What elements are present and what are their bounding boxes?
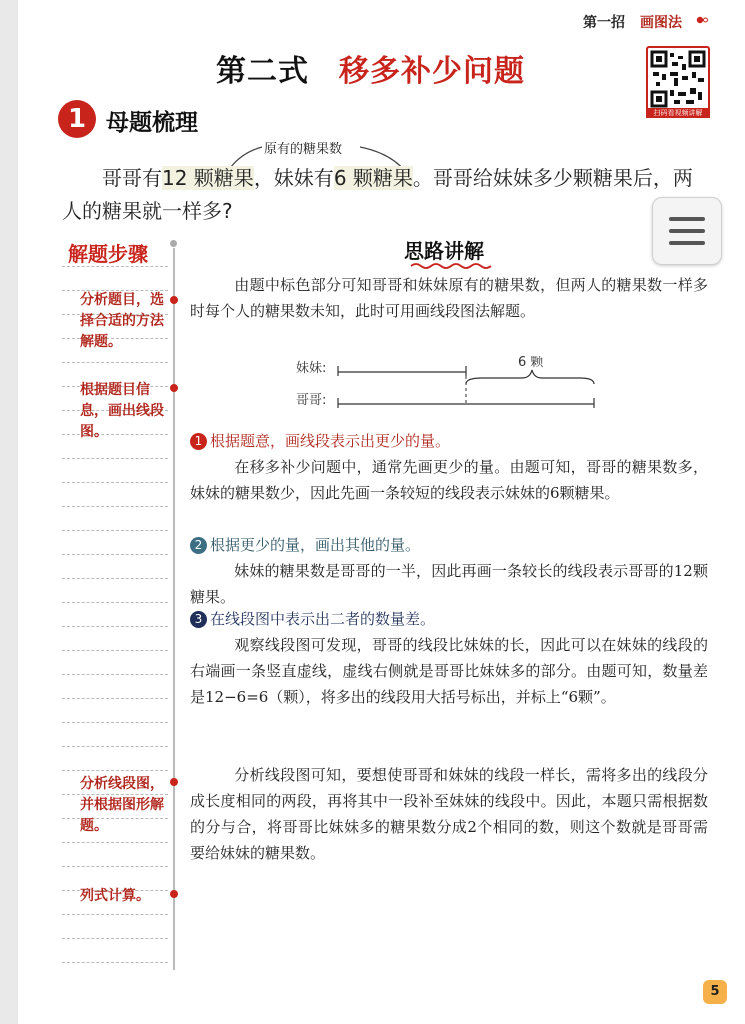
- dashed-rule: [62, 722, 168, 723]
- steps-heading: 解题步骤: [68, 242, 148, 266]
- dashed-rule: [62, 962, 168, 963]
- step-3: 分析线段图，并根据图形解题。: [80, 776, 164, 834]
- dashed-rule: [62, 650, 168, 651]
- dashed-rule: [62, 554, 168, 555]
- dashed-rule: [62, 770, 168, 771]
- dashed-rule: [62, 674, 168, 675]
- menu-bar-icon: [669, 229, 705, 233]
- dashed-rule: [62, 914, 168, 915]
- dashed-rule: [62, 866, 168, 867]
- step-marker: [170, 296, 178, 304]
- chapter-label: 第一招: [583, 15, 625, 31]
- step-2: 根据题目信息，画出线段图。: [80, 382, 164, 440]
- difference-brace: [466, 370, 594, 384]
- menu-button[interactable]: [652, 197, 722, 265]
- step2-body: 妹妹的糖果数是哥哥的一半，因此再画一条较长的线段表示哥哥的12颗糖果。: [190, 562, 708, 606]
- problem-text: 哥哥有12 颗糖果，妹妹有6 颗糖果。哥哥给妹妹多少颗糖果后，两人的糖果就一样多?: [62, 166, 693, 223]
- step1-body: 在移多补少问题中，通常先画更少的量。由题可知，哥哥的糖果数多，妹妹的糖果数少，因此先画一条较短的线段表示妹妹的6颗糖果。: [190, 458, 708, 502]
- step-1: 分析题目，选择合适的方法解题。: [80, 292, 164, 350]
- menu-bar-icon: [669, 241, 705, 245]
- dashed-rule: [62, 746, 168, 747]
- qr-code-icon[interactable]: [646, 46, 710, 112]
- dashed-rule: [62, 698, 168, 699]
- dashed-rule: [62, 530, 168, 531]
- label-brother: 哥哥:: [296, 393, 327, 408]
- line-segment-diagram: [292, 356, 612, 416]
- problem-annotation: 原有的糖果数: [264, 142, 343, 157]
- dashed-rule: [62, 578, 168, 579]
- dashed-rule: [62, 842, 168, 843]
- page-number: 5: [703, 980, 727, 1004]
- dashed-rule: [62, 938, 168, 939]
- timeline-line: [173, 248, 175, 970]
- intro-paragraph: 由题中标色部分可知哥哥和妹妹原有的糖果数，但两人的糖果数一样多时每个人的糖果数未知，此时可用画线段图法解题。: [190, 276, 708, 320]
- label-sister: 妹妹:: [296, 361, 327, 376]
- qr-label: 扫码看视频讲解: [646, 108, 710, 118]
- section-number-badge: 1: [58, 100, 96, 138]
- step3-badge: 3: [190, 611, 207, 628]
- page-title: [216, 46, 525, 90]
- dashed-rule: [62, 266, 168, 267]
- dashed-rule: [62, 458, 168, 459]
- step-marker: [170, 778, 178, 786]
- dashed-rule: [62, 482, 168, 483]
- dashed-rule: [62, 602, 168, 603]
- step3-title: 3 在线段图中表示出二者的数量差。: [190, 606, 708, 632]
- step2-badge: 2: [190, 537, 207, 554]
- analysis-paragraph: 分析线段图可知，要想使哥哥和妹妹的线段一样长，需将多出的线段分成长度相同的两段，再将其中一段补至妹妹的线段中。因此，本题只需根据数的分与合，将哥哥比妹妹多的糖果数分成2个相同的数，则这个数就是哥哥需要给妹妹的糖果数。: [190, 766, 708, 862]
- explanation-heading: 思路讲解: [404, 239, 484, 263]
- dashed-rule: [62, 506, 168, 507]
- title-part2: 移多补少问题: [339, 54, 525, 89]
- step3-body: 观察线段图可发现，哥哥的线段比妹妹的长，因此可以在妹妹的线段的右端画一条竖直虚线，虚线右侧就是哥哥比妹妹多的部分。由题可知，数量差是12−6=6（颗），将多出的线段用大括号标出，并标上“6颗”。: [190, 636, 708, 706]
- step-marker: [170, 890, 178, 898]
- page-edge: [0, 0, 18, 1024]
- dashed-rule: [62, 362, 168, 363]
- dashed-rule: [62, 626, 168, 627]
- heading-squiggle: [410, 262, 492, 270]
- timeline-top-dot: [170, 240, 177, 247]
- step1-title: 1 根据题意，画线段表示出更少的量。: [190, 428, 708, 454]
- step-4: 列式计算。: [80, 888, 150, 904]
- highlight-brother: 12 颗糖果: [162, 166, 254, 190]
- title-part1: 第二式: [216, 54, 309, 89]
- section-title: 母题梳理: [106, 110, 198, 136]
- step-marker: [170, 384, 178, 392]
- step2-title: 2 根据更少的量，画出其他的量。: [190, 532, 708, 558]
- method-label: 画图法: [640, 15, 682, 31]
- step1-badge: 1: [190, 433, 207, 450]
- menu-bar-icon: [669, 217, 705, 221]
- header-dot-icon: [696, 15, 708, 25]
- difference-label: 6 颗: [518, 356, 544, 370]
- highlight-sister: 6 颗糖果: [333, 166, 413, 190]
